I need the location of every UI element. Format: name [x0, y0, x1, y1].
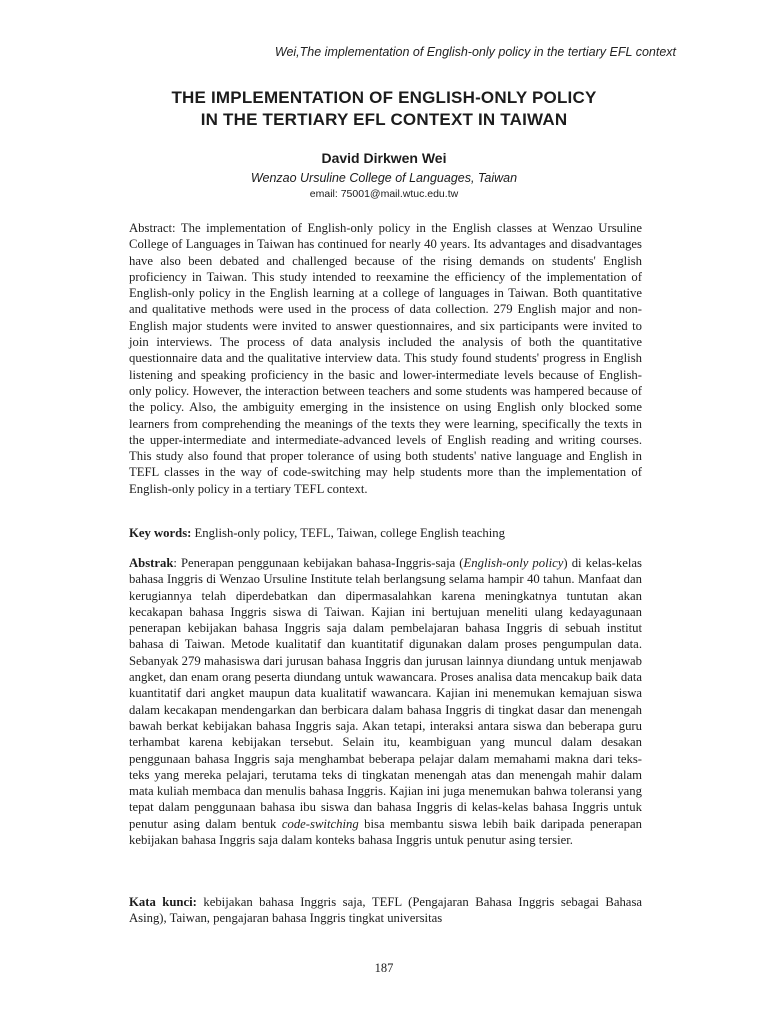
page-number: 187: [374, 961, 394, 975]
author-email: email: 75001@mail.wtuc.edu.tw: [309, 188, 459, 200]
keywords-indonesian: [129, 894, 642, 927]
paper-title-line-2: IN THE TERTIARY EFL CONTEXT IN TAIWAN: [200, 110, 568, 129]
abstract-english-label: Abstract:: [129, 221, 176, 235]
keywords-english-label: Key words:: [129, 526, 192, 540]
abstract-english-text: The implementation of English-only policy in the English classes at Wenzao Ursuline College of Languages in Taiwan has continued for nearly 40 years. Its advantages and disadvantages have also been debated and challenged because of the rising demands on students' English proficiency in Taiwan. This study intended to reexamine the efficiency of the implementation of English-only policy in the English learning at a college of languages in Taiwan. Both quantitative and qualitative methods were used in the process of data collection. 279 English major and non-English major students were invited to answer questionnaires, and six participants were invited to join interviews. The process of data analysis included the analysis of both the quantitative questionnaire data and the qualitative interview data. This study found students' progress in English listening and speaking proficiency in the basic and lower-intermediate levels because of English-only policy. However, the interaction between teachers and some students was hampered because of the policy. Also, the ambiguity emerging in the insistence on using English only blocked some learners from comprehending the meanings of the texts they were learning, specifically the texts in the upper-intermediate and intermediate-advanced levels of English reading and writing courses. This study also found that proper tolerance of using both students' native language and English in TEFL classes in the way of code-switching may help students more than the implementation of English-only policy in a tertiary TEFL context.: [129, 221, 642, 496]
abstract-indonesian-italic-1: English-only policy: [463, 556, 564, 570]
keywords-indonesian-paragraph: [129, 894, 642, 927]
keywords-indonesian-label: Kata kunci:: [129, 895, 197, 909]
abstract-english-paragraph: [129, 220, 642, 497]
keywords-indonesian-text: kebijakan bahasa Inggris saja, TEFL (Pengajaran Bahasa Inggris sebagai Bahasa Asing), Taiwan, pengajaran bahasa Inggris tingkat universitas: [129, 895, 643, 926]
abstract-indonesian-paragraph: [129, 555, 642, 848]
paper-title-line-1: THE IMPLEMENTATION OF ENGLISH-ONLY POLICY: [171, 88, 597, 107]
abstract-indonesian-label: Abstrak: [129, 556, 174, 570]
abstract-indonesian-text-1: : Penerapan penggunaan kebijakan bahasa-Inggris-saja (: [173, 556, 464, 570]
abstract-indonesian-italic-2: code-switching: [281, 816, 359, 831]
paper-title: [0, 87, 768, 131]
abstract-indonesian: [129, 555, 642, 848]
abstract-english: [129, 220, 642, 497]
running-head: Wei,The implementation of English-only policy in the tertiary EFL context: [274, 45, 676, 59]
author-name: David Dirkwen Wei: [321, 150, 447, 166]
keywords-english: [129, 525, 642, 541]
keywords-english-text: English-only policy, TEFL, Taiwan, college English teaching: [194, 526, 505, 540]
abstract-indonesian-text-2: ) di kelas-kelas bahasa Inggris di Wenzao Ursuline Institute telah berlangsung selama hampir 40 tahun. Manfaat dan kerugiannya telah diperdebatkan dan dipermasalahkan karena meningkatnya tuntutan akan kecakapan bahasa Inggris siswa di Taiwan. Kajian ini bertujuan meneliti ulang kedayagunaan penerapan kebijakan bahasa Inggris saja dalam pembelajaran bahasa Inggris di sebuah institut bahasa di Taiwan. Metode kualitatif dan kuantitatif digunakan dalam proses pengumpulan data. Sebanyak 279 mahasiswa dari jurusan bahasa Inggris dan jurusan lainnya diundang untuk menjawab angket, dan enam orang peserta diundang untuk wawancara. Proses analisa data mencakup baik data kuantitatif dari angket maupun data kualitatif wawancara. Kajian ini menemukan kemajuan siswa dalam kecakapan mendengarkan dan berbicara dalam bahasa Inggris di tingkat dasar dan menengah bawah berkat kebijakan bahasa Inggris saja. Akan tetapi, interaksi antara siswa dan beberapa guru terhambat karena kebijakan tersebut. Selain itu, keambiguan yang muncul dalam desakan penggunaan bahasa Inggris saja menghambat beberapa pelajar dalam memahami makna dari teks-teks yang mereka pelajari, terutama teks di tingkatan menengah atas dan menengah mahir dalam mata kuliah membaca dan menulis bahasa Inggris. Kajian ini juga menemukan bahwa toleransi yang tepat dalam penggunaan bahasa ibu siswa dan bahasa Inggris di kelas-kelas bahasa Inggris untuk penutur asing dalam bentuk: [129, 556, 642, 831]
abstract-indonesian-text-3: bisa membantu siswa lebih baik daripada penerapan kebijakan bahasa Inggris saja dalam konteks bahasa Inggris untuk penutur asing tersier.: [129, 816, 643, 848]
keywords-english-paragraph: [129, 525, 642, 541]
author-affiliation: Wenzao Ursuline College of Languages, Taiwan: [250, 171, 518, 185]
